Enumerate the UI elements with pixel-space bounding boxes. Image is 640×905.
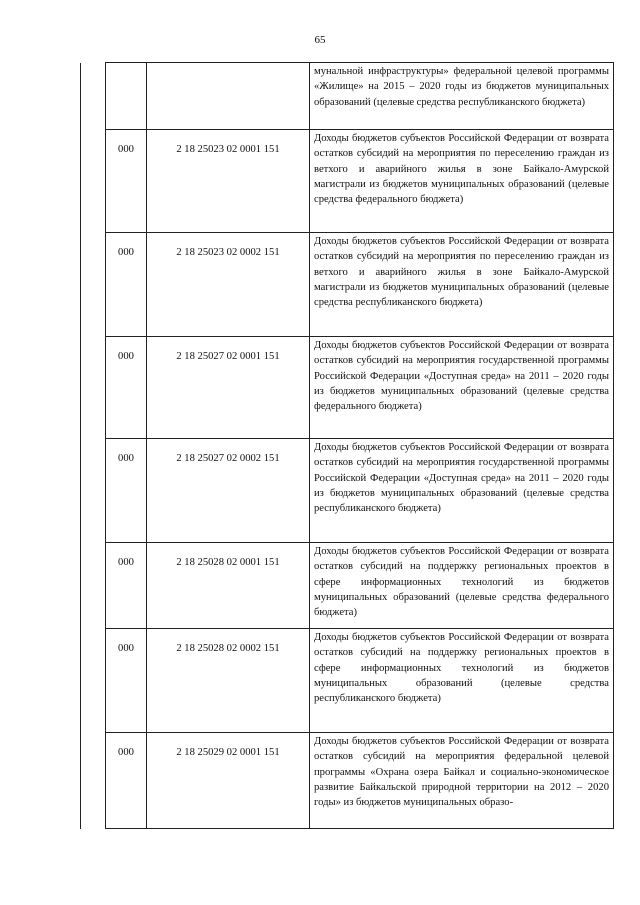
admin-code-cell [106,63,147,130]
budget-classification-code-cell: 2 18 25027 02 0001 151 [147,337,310,439]
revenue-description-cell: Доходы бюджетов субъектов Российской Федерации от возврата остатков субсидий на поддержку региональных проектов в сфере информационных технологий из бюджетов муниципальных образований (целевые средства республиканского бюджета) [310,629,614,733]
budget-classification-code-cell: 2 18 25023 02 0002 151 [147,233,310,337]
revenue-description-cell: Доходы бюджетов субъектов Российской Федерации от возврата остатков субсидий на мероприятия по переселению граждан из ветхого и аварийного жилья в зоне Байкало-Амурской магистрали из бюджетов муниципальных образований (целевые средства федерального бюджета) [310,130,614,233]
table-row [81,63,614,130]
budget-revenue-table [80,62,614,829]
admin-code-cell: 000 [106,337,147,439]
budget-classification-code-cell [147,63,310,130]
table-row [81,629,614,733]
revenue-description-cell: мунальной инфраструктуры» федеральной целевой программы «Жилище» на 2015 – 2020 годы из бюджетов муниципальных образований (целевые средства республиканского бюджета) [310,63,614,130]
blank-column-cell [81,439,106,543]
revenue-description-cell: Доходы бюджетов субъектов Российской Федерации от возврата остатков субсидий на мероприятия государственной программы Российской Федерации «Доступная среда» на 2011 – 2020 годы из бюджетов муниципальных образований (целевые средства федерального бюджета) [310,337,614,439]
admin-code-cell: 000 [106,543,147,629]
blank-column-cell [81,130,106,233]
budget-classification-code-cell: 2 18 25029 02 0001 151 [147,733,310,829]
admin-code-cell: 000 [106,130,147,233]
blank-column-cell [81,63,106,130]
table-row [81,543,614,629]
budget-classification-code-cell: 2 18 25028 02 0001 151 [147,543,310,629]
admin-code-cell: 000 [106,733,147,829]
table-row [81,439,614,543]
blank-column-cell [81,629,106,733]
revenue-description-cell: Доходы бюджетов субъектов Российской Федерации от возврата остатков субсидий на поддержку региональных проектов в сфере информационных технологий из бюджетов муниципальных образований (целевые средства федерального бюджета) [310,543,614,629]
budget-classification-code-cell: 2 18 25023 02 0001 151 [147,130,310,233]
blank-column-cell [81,337,106,439]
budget-classification-code-cell: 2 18 25028 02 0002 151 [147,629,310,733]
table-row [81,733,614,829]
blank-column-cell [81,733,106,829]
admin-code-cell: 000 [106,439,147,543]
page-number: 65 [314,34,326,46]
revenue-description-cell: Доходы бюджетов субъектов Российской Федерации от возврата остатков субсидий на мероприятия по переселению граждан из ветхого и аварийного жилья в зоне Байкало-Амурской магистрали из бюджетов муниципальных образований (целевые средства республиканского бюджета) [310,233,614,337]
revenue-description-cell: Доходы бюджетов субъектов Российской Федерации от возврата остатков субсидий на мероприятия федеральной целевой программы «Охрана озера Байкал и социально-экономическое развитие Байкальской природной территории на 2012 – 2020 годы» из бюджетов муниципальных образо- [310,733,614,829]
table-row [81,233,614,337]
admin-code-cell: 000 [106,233,147,337]
admin-code-cell: 000 [106,629,147,733]
budget-classification-code-cell: 2 18 25027 02 0002 151 [147,439,310,543]
table-row [81,130,614,233]
blank-column-cell [81,543,106,629]
blank-column-cell [81,233,106,337]
revenue-description-cell: Доходы бюджетов субъектов Российской Федерации от возврата остатков субсидий на мероприятия государственной программы Российской Федерации «Доступная среда» на 2011 – 2020 годы из бюджетов муниципальных образований (целевые средства республиканского бюджета) [310,439,614,543]
table-row [81,337,614,439]
